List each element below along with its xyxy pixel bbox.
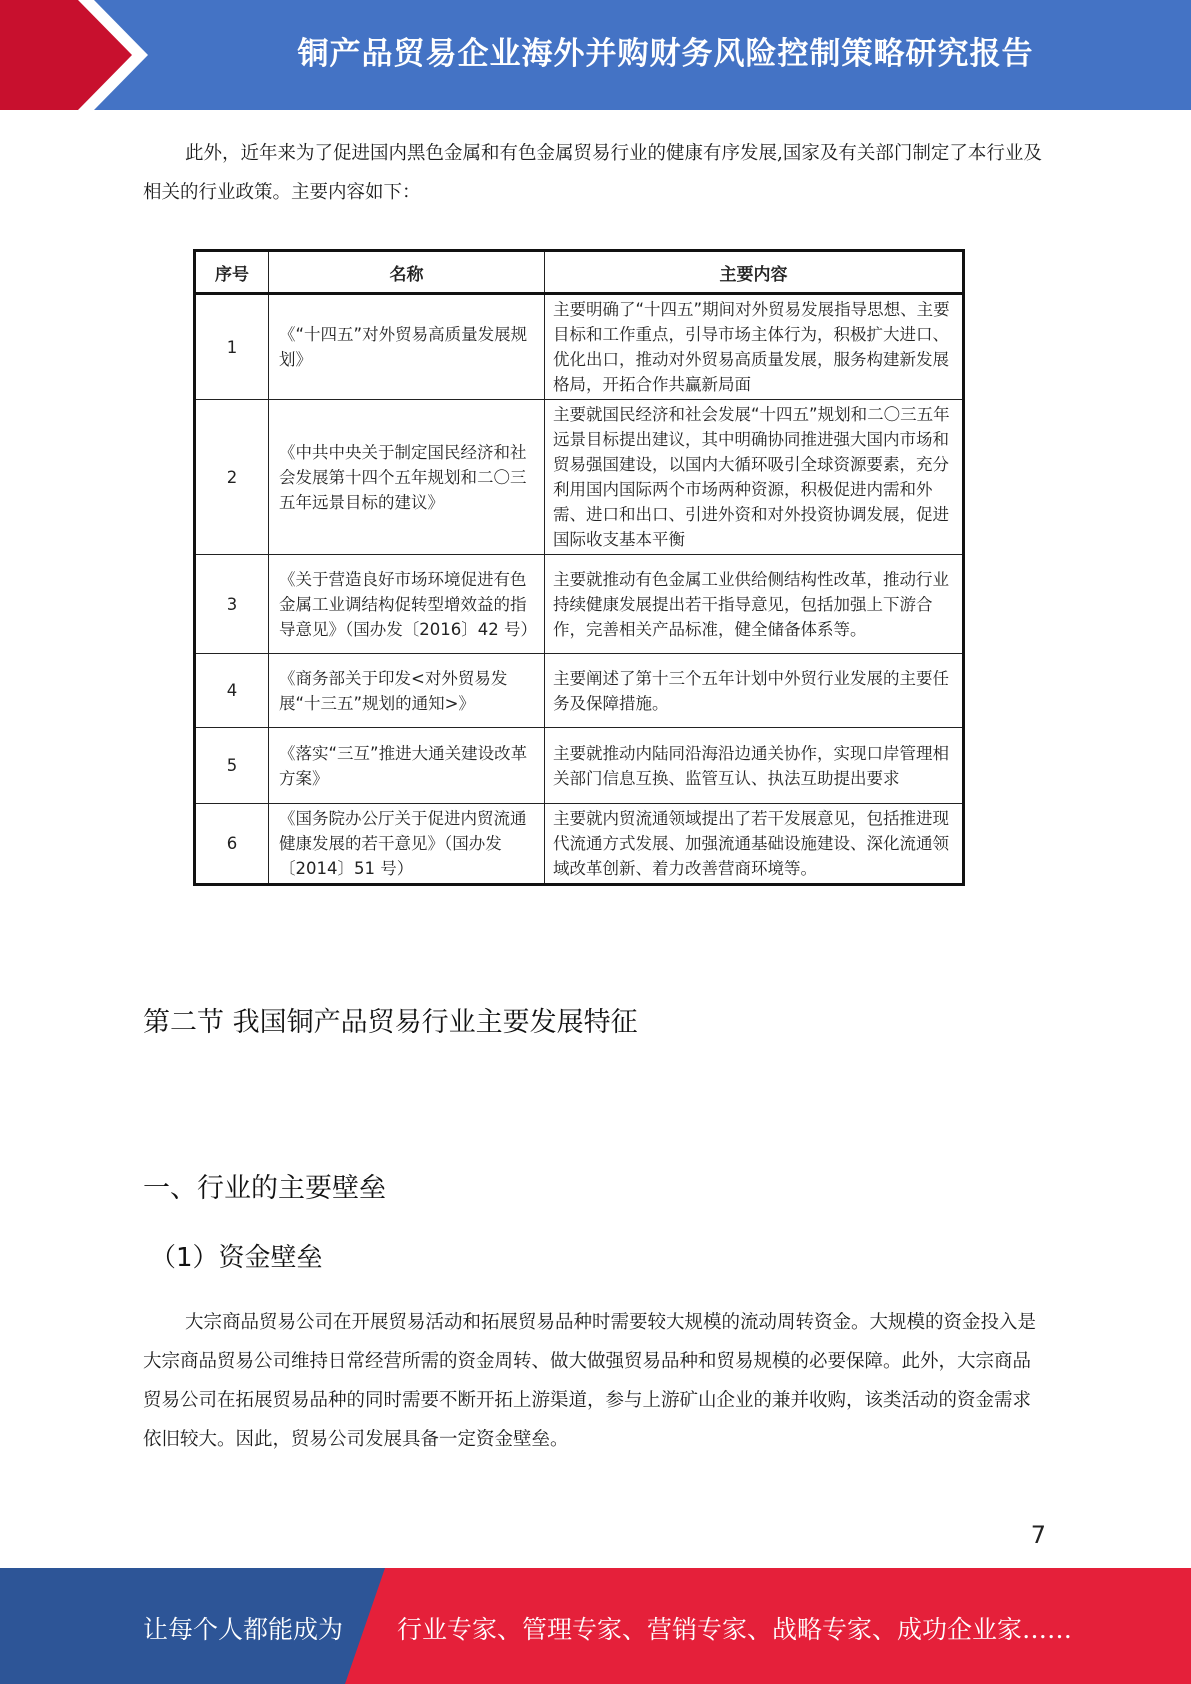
cell-no: 6 bbox=[195, 804, 269, 885]
table-row bbox=[195, 654, 964, 728]
cell-content: 主要明确了“十四五”期间对外贸易发展指导思想、主要目标和工作重点，引导市场主体行为，积极扩大进口、优化出口，推动对外贸易高质量发展，服务构建新发展格局，开拓合作共赢新局面 bbox=[545, 294, 964, 400]
footer-banner bbox=[0, 1568, 1191, 1684]
intro-paragraph: 此外，近年来为了促进国内黑色金属和有色金属贸易行业的健康有序发展,国家及有关部门制定了本行业及相关的行业政策。主要内容如下： bbox=[143, 143, 1042, 203]
cell-content: 主要就国民经济和社会发展“十四五”规划和二〇三五年远景目标提出建议，其中明确协同推进强大国内市场和贸易强国建设，以国内大循环吸引全球资源要素，充分利用国内国际两个市场两种资源，积极促进内需和外需、进口和出口、引进外资和对外投资协调发展，促进国际收支基本平衡 bbox=[545, 400, 964, 555]
header-banner bbox=[0, 0, 1191, 110]
page-number: 7 bbox=[1030, 1521, 1046, 1549]
policy-table-container bbox=[193, 249, 965, 886]
table-row bbox=[195, 728, 964, 804]
table-header-row bbox=[195, 251, 964, 294]
cell-name: 《中共中央关于制定国民经济和社会发展第十四个五年规划和二〇三五年远景目标的建议》 bbox=[269, 400, 545, 555]
report-title: 铜产品贸易企业海外并购财务风险控制策略研究报告 bbox=[297, 36, 1034, 72]
footer-slogan-left: 让每个人都能成为 bbox=[143, 1615, 344, 1644]
cell-no: 4 bbox=[195, 654, 269, 728]
table-row bbox=[195, 804, 964, 885]
cell-content: 主要就内贸流通领域提出了若干发展意见，包括推进现代流通方式发展、加强流通基础设施建设、深化流通领域改革创新、着力改善营商环境等。 bbox=[545, 804, 964, 885]
footer-slogan-right: 行业专家、管理专家、营销专家、战略专家、成功企业家…… bbox=[397, 1615, 1073, 1644]
body-paragraph: 大宗商品贸易公司在开展贸易活动和拓展贸易品种时需要较大规模的流动周转资金。大规模的资金投入是大宗商品贸易公司维持日常经营所需的资金周转、做大做强贸易品种和贸易规模的必要保障。此外，大宗商品贸易公司在拓展贸易品种的同时需要不断开拓上游渠道，参与上游矿山企业的兼并收购，该类活动的资金需求依旧较大。因此，贸易公司发展具备一定资金壁垒。 bbox=[143, 1312, 1037, 1450]
policy-table bbox=[193, 249, 965, 886]
table-row bbox=[195, 400, 964, 555]
red-arrow-decoration bbox=[0, 0, 150, 110]
cell-no: 2 bbox=[195, 400, 269, 555]
cell-no: 5 bbox=[195, 728, 269, 804]
table-row bbox=[195, 294, 964, 400]
cell-no: 1 bbox=[195, 294, 269, 400]
cell-content: 主要就推动内陆同沿海沿边通关协作，实现口岸管理相关部门信息互换、监管互认、执法互助提出要求 bbox=[545, 728, 964, 804]
cell-name: 《关于营造良好市场环境促进有色金属工业调结构促转型增效益的指导意见》（国办发〔2016〕42 号） bbox=[269, 555, 545, 654]
section-heading: 第二节 我国铜产品贸易行业主要发展特征 bbox=[143, 1007, 638, 1038]
header-content: 主要内容 bbox=[545, 251, 964, 294]
header-no: 序号 bbox=[195, 251, 269, 294]
table-row bbox=[195, 555, 964, 654]
subheading-barriers: 一、行业的主要壁垒 bbox=[143, 1173, 386, 1204]
cell-name: 《“十四五”对外贸易高质量发展规划》 bbox=[269, 294, 545, 400]
header-name: 名称 bbox=[269, 251, 545, 294]
cell-no: 3 bbox=[195, 555, 269, 654]
cell-content: 主要就推动有色金属工业供给侧结构性改革，推动行业持续健康发展提出若干指导意见，包括加强上下游合作，完善相关产品标准，健全储备体系等。 bbox=[545, 555, 964, 654]
cell-name: 《国务院办公厅关于促进内贸流通健康发展的若干意见》（国办发〔2014〕51 号） bbox=[269, 804, 545, 885]
cell-name: 《商务部关于印发<对外贸易发展“十三五”规划的通知>》 bbox=[269, 654, 545, 728]
subheading-capital-barrier: （1）资金壁垒 bbox=[150, 1243, 323, 1273]
cell-name: 《落实“三互”推进大通关建设改革方案》 bbox=[269, 728, 545, 804]
cell-content: 主要阐述了第十三个五年计划中外贸行业发展的主要任务及保障措施。 bbox=[545, 654, 964, 728]
